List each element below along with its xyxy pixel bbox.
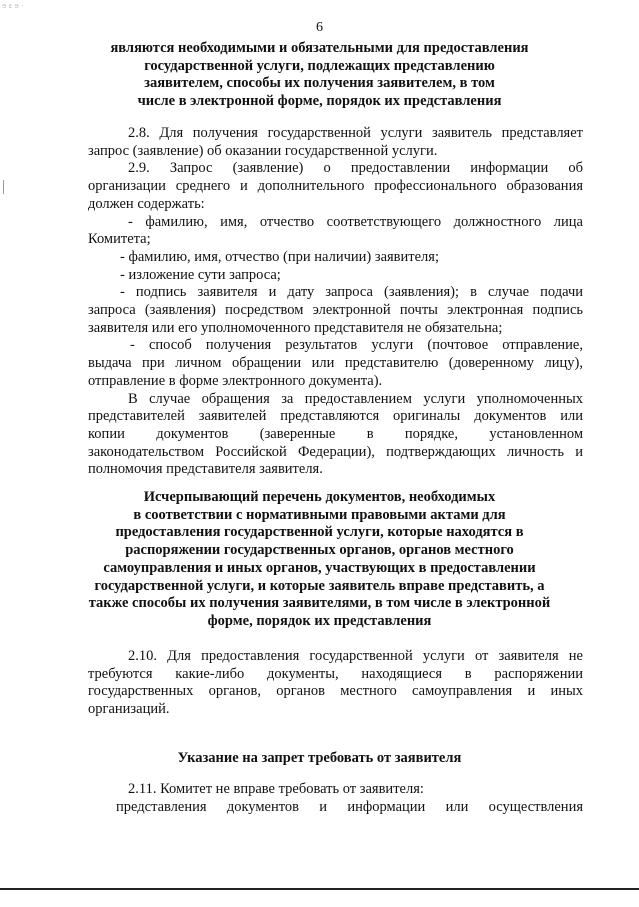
section-heading-requirements: являются необходимыми и обязательными для предоставления государственной услуги, подлежащих представлению заявителем, способы их получения заявителем, в том числе в электронной форме, порядок их представления: [110, 40, 529, 110]
scan-corner-mark: ɘ ɛ ɘ ·: [2, 2, 24, 10]
paragraph-2-11: 2.11. Комитет не вправе требовать от заявителя: представления документов и информации или осуществления: [116, 781, 583, 815]
page-number: 6: [316, 20, 323, 35]
scan-bottom-edge: [0, 888, 639, 907]
scan-margin-mark: [3, 180, 4, 194]
paragraphs-2-8-2-9: 2.8. Для получения государственной услуги заявитель представляет запрос (заявление) об оказании государственной услуги. 2.9. Запрос (заявление) о предоставлении информации об организации среднего и дополнительного профессионального образования должен содержать: - фамилию, имя, отчество соответствующего должностного лица Комитета; - фамилию, имя, отчество (при наличии) заявителя; - изложение сути запроса; - подпись заявителя и дату запроса (заявления); в случае подачи запроса (заявления) посредством электронной почты электронная подпись заявителя или его уполномоченного представителя не обязательна; - способ получения результатов услуги (почтовое отправление, выдача при личном обращении или представителю (доверенному лицу), отправление в форме электронного документа). В случае обращения за предоставлением услуги уполномоченных представителей заявителей представляются оригиналы документов или копии документов (заверенные в порядке, установленном законодательством Российской Федерации), подтверждающих личность и полномочия представителя заявителя.: [88, 125, 583, 478]
section-heading-prohibition: Указание на запрет требовать от заявителя: [177, 750, 462, 766]
paragraph-2-10: 2.10. Для предоставления государственной услуги от заявителя не требуются какие-либо документы, находящиеся в распоряжении государственных органов, органов местного самоуправления и иных организаций.: [88, 648, 583, 718]
section-heading-exhaustive-list: Исчерпывающий перечень документов, необходимых в соответствии с нормативными правовыми актами для предоставления государственной услуги, которые находятся в распоряжении государственных органов, органов местного самоуправления и иных органов, участвующих в предоставлении государственной услуги, и которые заявитель вправе представить, а также способы их получения заявителями, в том числе в электронной форме, порядок их представления: [88, 489, 551, 629]
